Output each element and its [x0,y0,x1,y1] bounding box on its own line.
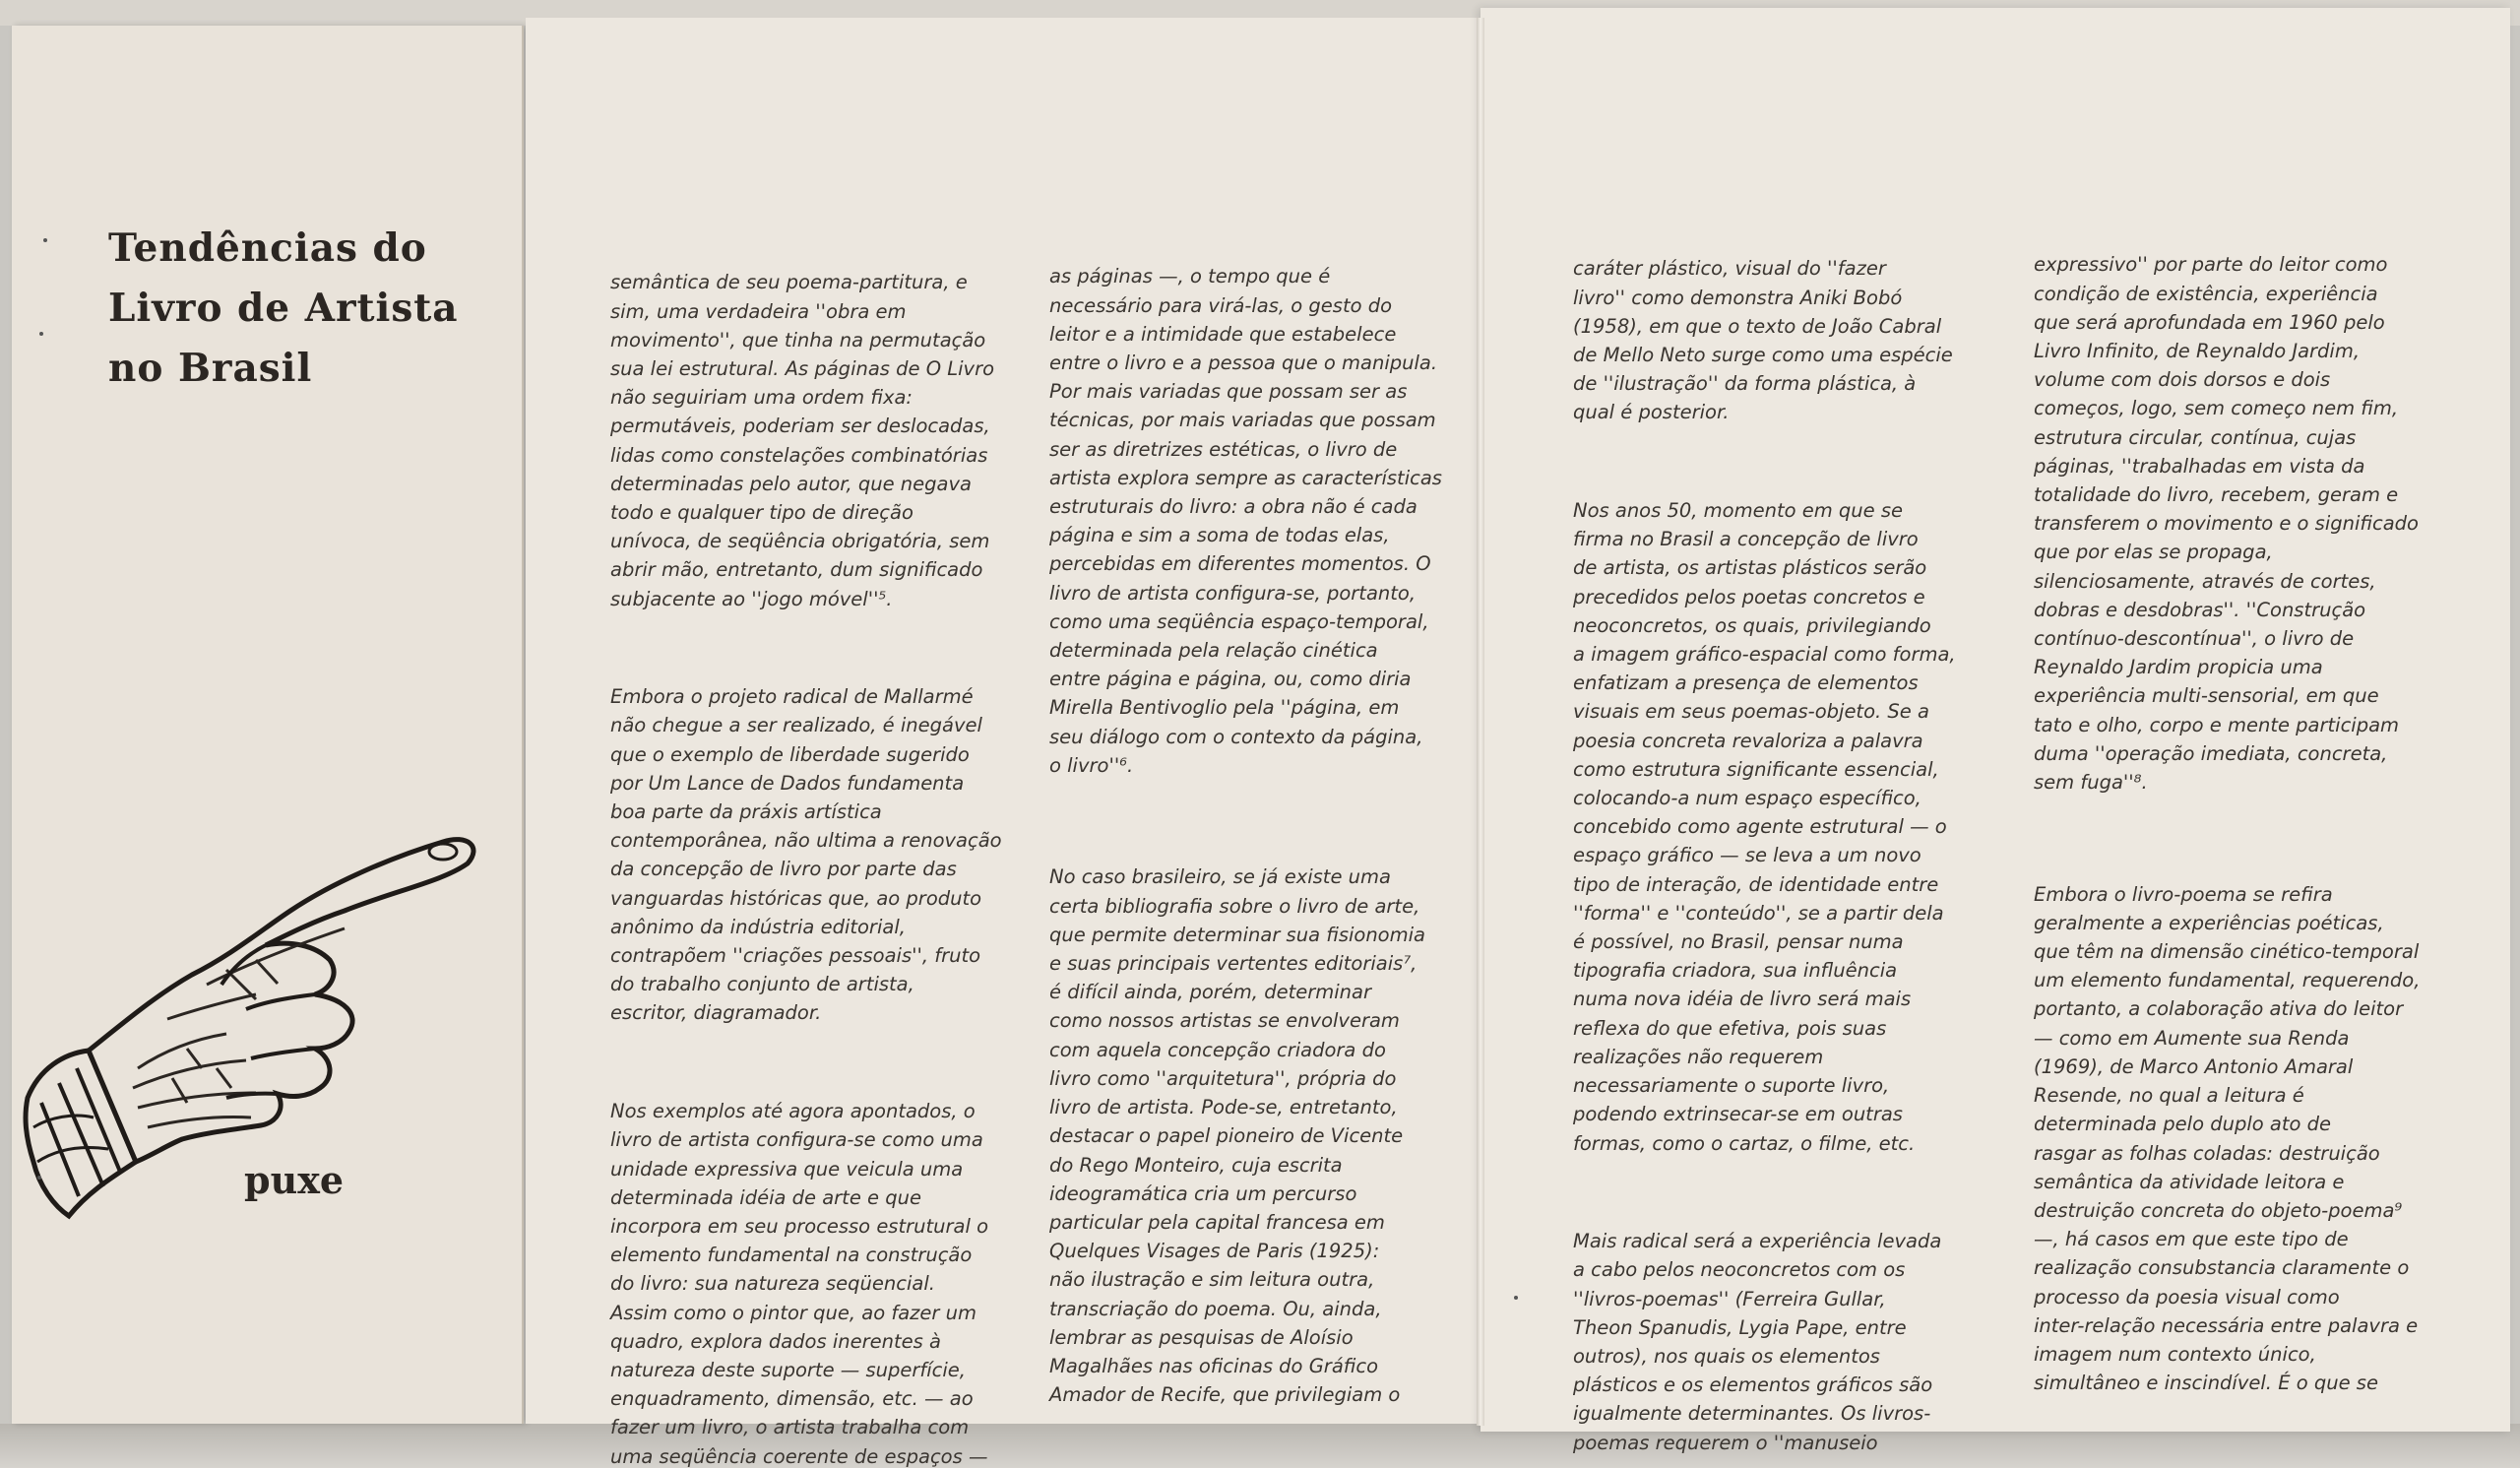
text-column-2 [1049,205,1442,1468]
paragraph: Embora o livro-poema se refira geralmente a experiências poéticas, que têm na dimensão cinético-temporal um elemento fundamental, requerendo, portanto, a colaboração ativa do leitor — como em Aumente sua Renda (1969), de Marco Antonio Amaral Resende, no qual a leitura é determinada pelo duplo ato de rasgar as folhas coladas: destruição semântica da atividade leitora e destruição concreta do objeto-poema⁹ —, há casos em que este tipo de realização consubstancia claramente o processo da poesia visual como inter-relação necessária entre palavra e imagem num contexto único, simultâneo e inscindível. É o que se [2034,882,2421,1395]
margin-mark [1514,1296,1518,1300]
pull-label[interactable]: puxe [244,1158,345,1202]
margin-mark [37,1176,41,1180]
paragraph: as páginas —, o tempo que é necessário para virá-las, o gesto do leitor e a intimidade que estabelece entre o livro e a pessoa que o manipula. Por mais variadas que possam ser as técnicas, por mais variadas que possam ser as diretrizes estéticas, o livro de artista explora sempre as características estruturais do livro: a obra não é cada página e sim a soma de todas elas, percebidas em diferentes momentos. O livro de artista configura-se, portanto, como uma seqüência espaço-temporal, determinada pela relação cinética entre página e página, ou, como diria Mirella Bentivoglio pela ''página, em seu diálogo com o contexto da página, o livro''⁶. [1049,265,1442,777]
paragraph: Mais radical será a experiência levada a cabo pelos neoconcretos com os ''livros-poemas'' (Ferreira Gullar, Theon Spanudis, Lygia Pape, entre outros), nos quais os elementos plásticos e os elementos gráficos são igualmente determinantes. Os livros- poemas requerem o ''manuseio [1573,1230,1942,1454]
paragraph: Nos exemplos até agora apontados, o livro de artista configura-se como uma unidade expressiva que veicula uma determinada idéia de arte e que incorpora em seu processo estrutural o elemento fundamental na construção do livro: sua natureza seqüencial. Assim como o pintor que, ao fazer um quadro, explora dados inerentes à natureza deste suporte — superfície, enquadramento, dimensão, etc. — ao fazer um livro, o artista trabalha com uma seqüência coerente de espaços — [610,1100,989,1468]
paragraph: Embora o projeto radical de Mallarmé não chegue a ser realizado, é inegável que o exemplo de liberdade sugerido por Um Lance de Dados fundamenta boa parte da práxis artística contemporânea, não ultima a renovação da concepção de livro por parte das vanguardas históricas que, ao produto anônimo da indústria editorial, contrapõem ''criações pessoais'', fruto do trabalho conjunto de artista, escritor, diagramador. [610,685,1002,1025]
text-column-3 [1573,197,1956,1468]
document-title [108,219,502,399]
margin-mark [43,238,47,242]
title-line-2: Livro de Artista [108,286,459,331]
paragraph: expressivo'' por parte do leitor como condição de existência, experiência que será aprofundada em 1960 pelo Livro Infinito, de Reynaldo Jardim, volume com dois dorsos e dois começos, logo, sem começo nem fim, estrutura circular, contínua, cujas páginas, ''trabalhadas em vista da totalidade do livro, recebem, geram e transferem o movimento e o significado que por elas se propaga, silenciosamente, através de cortes, dobras e desdobras''. ''Construção contínuo-descontínua'', o livro de Reynaldo Jardim propicia uma experiência multi-sensorial, em que tato e olho, corpo e mente participam duma ''operação imediata, concreta, sem fuga''⁸. [2034,253,2419,795]
text-column-4 [2034,193,2420,1467]
paragraph: semântica de seu poema-partitura, e sim, uma verdadeira ''obra em movimento'', que tinha na permutação sua lei estrutural. As páginas de O Livro não seguiriam uma ordem fixa: permutáveis, poderiam ser deslocadas, lidas como constelações combinatórias determinadas pelo autor, que negava todo e qualquer tipo de direção unívoca, de seqüência obrigatória, sem abrir mão, entretanto, dum significado subjacente ao ''jogo móvel''⁵. [610,271,995,610]
paragraph: caráter plástico, visual do ''fazer livro'' como demonstra Aniki Bobó (1958), em que o texto de João Cabral de Mello Neto surge como uma espécie de ''ilustração'' da forma plástica, à qual é posterior. [1573,257,1953,424]
title-line-1: Tendências do [108,225,427,271]
paragraph: No caso brasileiro, se já existe uma certa bibliografia sobre o livro de arte, que permite determinar sua fisionomia e suas principais vertentes editoriais⁷, é difícil ainda, porém, determinar como nossos artistas se envolveram com aquela concepção criadora do livro como ''arquitetura'', própria do livro de artista. Pode-se, entretanto, destacar o papel pioneiro de Vicente do Rego Monteiro, cuja escrita ideogramática cria um percurso particular pela capital francesa em Quelques Visages de Paris (1925): não ilustração e sim leitura outra, transcriação do poema. Ou, ainda, lembrar as pesquisas de Aloísio Magalhães nas oficinas do Gráfico Amador de Recife, que privilegiam o [1049,865,1425,1407]
title-line-3: no Brasil [108,346,313,391]
book-spine [1477,18,1484,1426]
paragraph: Nos anos 50, momento em que se firma no Brasil a concepção de livro de artista, os artistas plásticos serão precedidos pelos poetas concretos e neoconcretos, os quais, privilegiando a imagem gráfico-espacial como forma, enfatizam a presença de elementos visuais em seus poemas-objeto. Se a poesia concreta revaloriza a palavra como estrutura significante essencial, colocando-a num espaço específico, concebido como agente estrutural — o espaço gráfico — se leva a um novo tipo de interação, de identidade entre ''forma'' e ''conteúdo'', se a partir dela é possível, no Brasil, pensar numa tipografia criadora, sua influência numa nova idéia de livro será mais reflexa do que efetiva, pois suas realizações não requerem necessariamente o suporte livro, podendo extrinsecar-se em outras formas, como o cartaz, o filme, etc. [1573,499,1956,1155]
margin-mark [39,332,43,336]
text-column-1 [610,211,1002,1468]
